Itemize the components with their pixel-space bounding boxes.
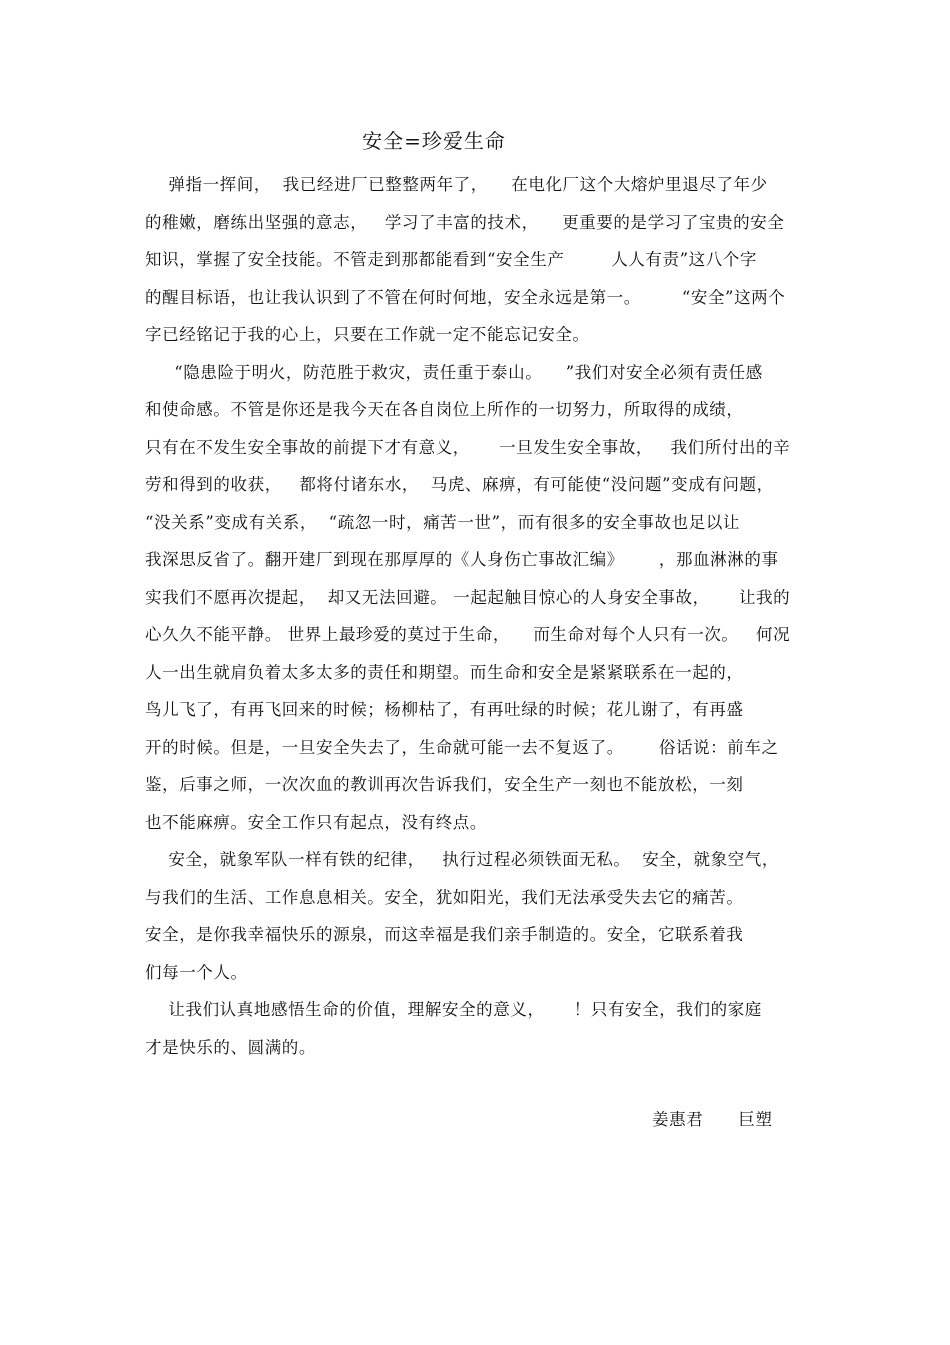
text-line-22: 们每一个人。 — [145, 963, 248, 982]
text-line-21: 安全，是你我幸福快乐的源泉，而这幸福是我们亲手制造的。安全，它联系着我 — [145, 925, 744, 944]
text-line-15: 鸟儿飞了，有再飞回来的时候；杨柳枯了，有再吐绿的时候；花儿谢了，有再盛 — [145, 700, 744, 719]
text-line-13: 心久久不能平静。 世界上最珍爱的莫过于生命， 而生命对每个人只有一次。 何况 — [145, 625, 791, 644]
text-line-1: 弹指一挥间， 我已经进厂已整整两年了， 在电化厂这个大熔炉里退尽了年少 — [145, 175, 768, 194]
text-line-7: 和使命感。不管是你还是我今天在各自岗位上所作的一切努力，所取得的成绩， — [145, 400, 744, 419]
text-line-14: 人一出生就肩负着太多太多的责任和期望。而生命和安全是紧紧联系在一起的， — [145, 663, 744, 682]
text-line-2: 的稚嫩，磨练出坚强的意志， 学习了丰富的技术， 更重要的是学习了宝贵的安全 — [145, 213, 785, 232]
author-signature: 姜惠君 巨塑 — [652, 1110, 773, 1129]
text-line-12: 实我们不愿再次提起， 却又无法回避。 一起起触目惊心的人身安全事故， 让我的 — [145, 588, 791, 607]
text-line-19: 安全，就象军队一样有铁的纪律， 执行过程必须铁面无私。 安全，就象空气， — [145, 850, 780, 869]
text-line-17: 鉴，后事之师，一次次血的教训再次告诉我们，安全生产一刻也不能放松，一刻 — [145, 775, 744, 794]
text-line-10: “没关系”变成有关系， “疏忽一时，痛苦一世”，而有很多的安全事故也足以让 — [145, 513, 741, 532]
text-line-6: “隐患险于明火，防范胜于救灾，责任重于泰山。 ”我们对安全必须有责任感 — [145, 363, 763, 382]
text-line-23: 让我们认真地感悟生命的价值，理解安全的意义， ！只有安全，我们的家庭 — [145, 1000, 762, 1019]
text-line-24: 才是快乐的、圆满的。 — [145, 1038, 316, 1057]
text-line-9: 劳和得到的收获， 都将付诸东水， 马虎、麻痹，有可能使“没问题”变成有问题， — [145, 475, 774, 494]
text-line-18: 也不能麻痹。安全工作只有起点，没有终点。 — [145, 813, 487, 832]
text-line-20: 与我们的生活、工作息息相关。安全，犹如阳光，我们无法承受失去它的痛苦。 — [145, 888, 744, 907]
text-line-5: 字已经铭记于我的心上，只要在工作就一定不能忘记安全。 — [145, 325, 590, 344]
text-line-11: 我深思反省了。翻开建厂到现在那厚厚的《人身伤亡事故汇编》 ，那血淋淋的事 — [145, 550, 779, 569]
text-line-16: 开的时候。但是，一旦安全失去了，生命就可能一去不复返了。 俗话说：前车之 — [145, 738, 779, 757]
text-line-3: 知识，掌握了安全技能。不管走到那都能看到“安全生产 人人有责”这八个字 — [145, 250, 758, 269]
document-title: 安全=珍爱生命 — [362, 129, 506, 153]
text-line-8: 只有在不发生安全事故的前提下才有意义， 一旦发生安全事故， 我们所付出的辛 — [145, 438, 791, 457]
text-line-4: 的醒目标语，也让我认识到了不管在何时何地，安全永远是第一。 “安全”这两个 — [145, 288, 786, 307]
